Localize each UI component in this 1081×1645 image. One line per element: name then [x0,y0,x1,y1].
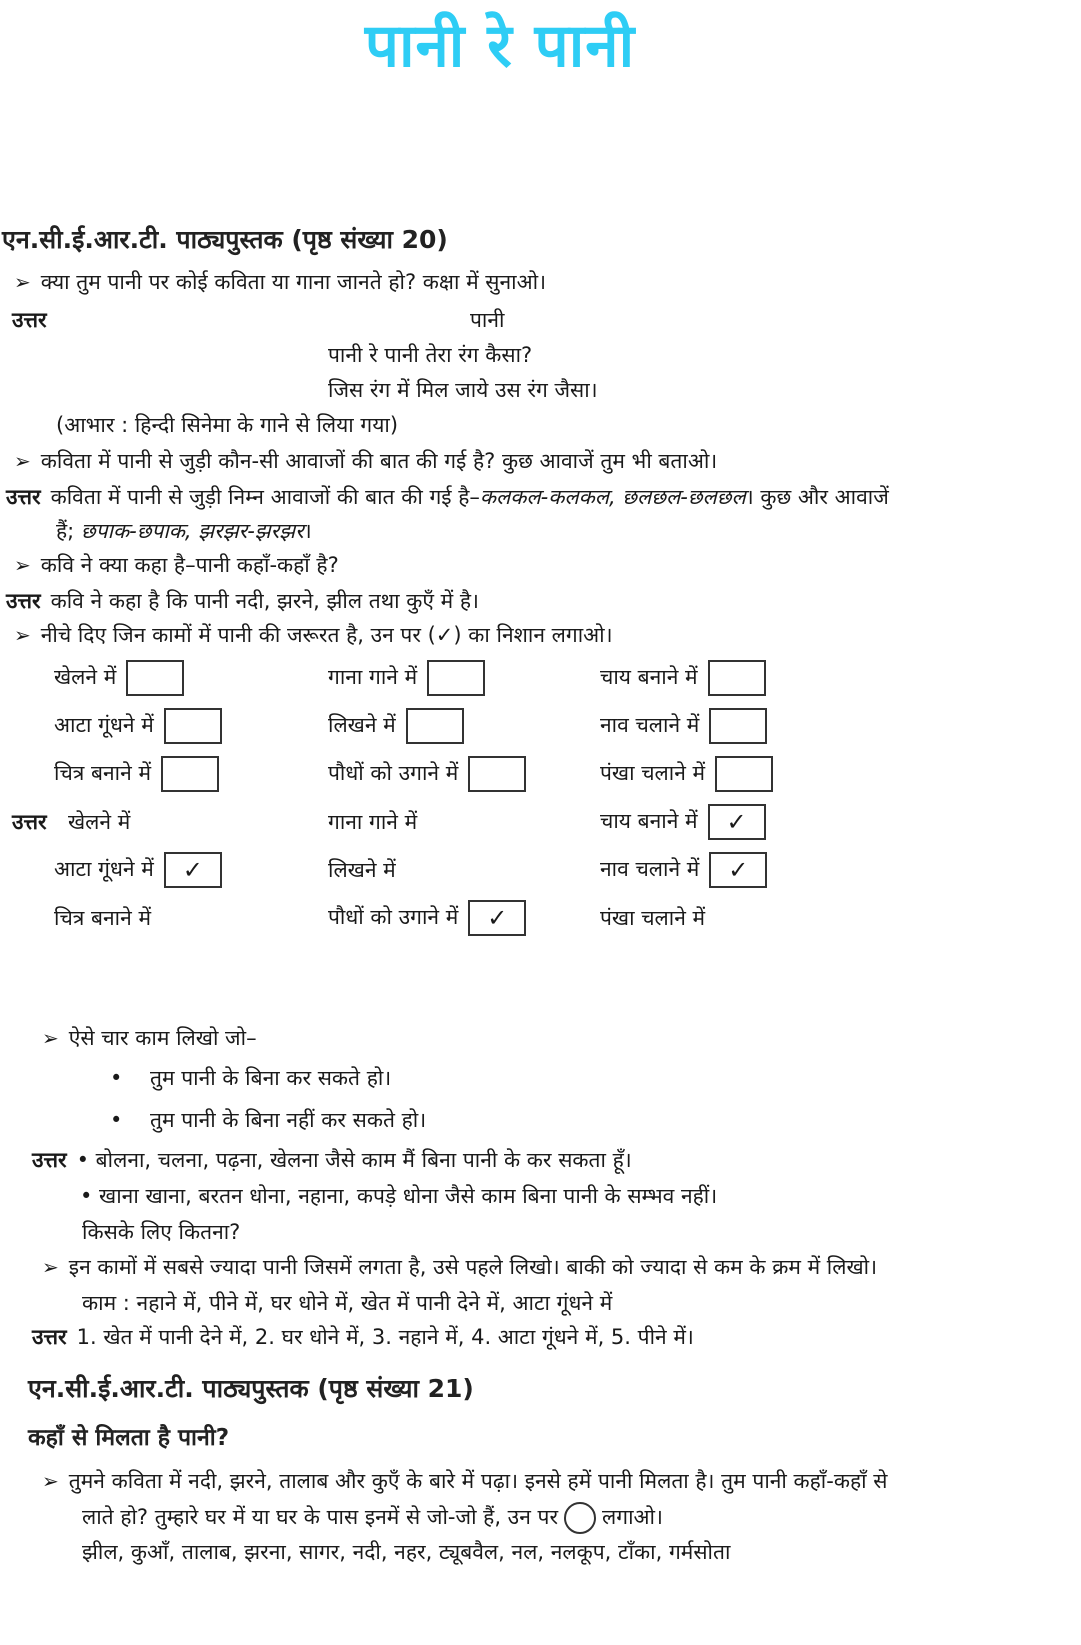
answer-text: हैं; [56,519,75,543]
checkbox[interactable] [161,756,219,792]
question-text: लगाओ। [602,1505,663,1529]
task-label: पंखा चलाने में [600,906,706,930]
answer-text: । [303,519,312,543]
task-item-tea [600,660,766,696]
question-text: कविता में पानी से जुड़ी कौन-सी आवाजों की बात की गई है? कुछ आवाजें तुम भी बताओ। [40,449,718,473]
poem-title: पानी [470,308,505,332]
checkbox[interactable] [709,708,767,744]
task-label: नाव चलाने में [600,713,700,737]
answer-item-fan [600,904,705,932]
answer-2-line-2 [56,517,312,545]
answer-label: उत्तर [12,308,47,332]
answer-5-line-2: • खाना खाना, बरतन धोना, नहाना, कपड़े धोना जैसे काम बिना पानी के सम्भव नहीं। [80,1184,718,1208]
task-list: काम : नहाने में, पीने में, घर धोने में, खेत में पानी देने में, आटा गूंधने में [82,1291,613,1315]
question-2 [14,447,717,475]
poem-credit: (आभार : हिन्दी सिनेमा के गाने से लिया गया) [56,413,399,437]
arrow-icon: ➢ [14,270,31,294]
arrow-icon: ➢ [42,1469,59,1493]
answer-text: 1. खेत में पानी देने में, 2. घर धोने में, 3. नहाने में, 4. आटा गूंधने में, 5. पीने में। [76,1325,694,1349]
task-label: पौधों को उगाने में [328,761,459,785]
question-text: कवि ने क्या कहा है–पानी कहाँ-कहाँ है? [40,553,339,577]
task-label: नाव चलाने में [600,857,700,881]
task-item-fan [600,756,773,792]
task-label: पौधों को उगाने में [328,905,459,929]
section-heading-page-20: एन.सी.ई.आर.टी. पाठ्यपुस्तक (पृष्ठ संख्या 20) [2,225,448,254]
checkbox-checked[interactable] [164,852,222,888]
arrow-icon: ➢ [14,553,31,577]
bullet-text: तुम पानी के बिना कर सकते हो। [150,1066,392,1090]
answer-sounds: कलकल-कलकल, छलछल-छलछल [479,485,746,509]
task-item-drawing [54,756,219,792]
arrow-icon: ➢ [42,1255,59,1279]
task-label: गाना गाने में [328,665,418,689]
question-7 [42,1467,887,1495]
answer-text: कविता में पानी से जुड़ी निम्न आवाजों की बात की गई है– [50,485,480,509]
answer-text: • बोलना, चलना, पढ़ना, खेलना जैसे काम मैं बिना पानी के कर सकता हूँ। [76,1148,632,1172]
answer-item-plants [328,900,526,936]
water-sources-list: झील, कुआँ, तालाब, झरना, सागर, नदी, नहर, ट्यूबवैल, नल, नलकूप, टाँका, गर्मसोता [82,1540,731,1564]
answer-item-playing [68,808,130,836]
check-icon: ✓ [487,904,508,932]
task-item-plants [328,756,526,792]
circle-icon [564,1502,596,1534]
answer-3 [6,587,479,615]
answer-6 [32,1323,694,1351]
question-text: नीचे दिए जिन कामों में पानी की जरूरत है, उन पर (✓) का निशान लगाओ। [40,623,613,647]
task-item-boat [600,708,767,744]
task-label: खेलने में [68,810,131,834]
answer-5-line-1 [32,1146,632,1174]
checkbox[interactable] [164,708,222,744]
answer-label: उत्तर [12,810,47,834]
question-text: क्या तुम पानी पर कोई कविता या गाना जानते हो? कक्षा में सुनाओ। [40,270,547,294]
task-label: पंखा चलाने में [600,761,706,785]
bullet-item-1 [110,1064,391,1092]
task-item-playing [54,660,184,696]
checkbox-checked[interactable] [709,852,767,888]
task-label: खेलने में [54,665,117,689]
check-icon: ✓ [728,856,749,884]
question-1 [14,268,546,296]
answer-more-sounds: छपाक-छपाक, झरझर-झरझर [80,519,304,543]
task-label: चाय बनाने में [600,809,698,833]
task-item-dough [54,708,222,744]
checkbox[interactable] [427,660,485,696]
arrow-icon: ➢ [42,1026,59,1050]
checkbox[interactable] [708,660,766,696]
task-label: आटा गूंधने में [54,713,154,737]
task-label: आटा गूंधने में [54,857,154,881]
task-item-writing [328,708,464,744]
answer-item-tea [600,804,766,840]
bullet-icon: • [110,1108,123,1132]
question-7-line-2 [82,1502,663,1534]
checkbox-checked[interactable] [468,900,526,936]
poem-line-2: जिस रंग में मिल जाये उस रंग जैसा। [328,378,598,402]
section-heading-page-21: एन.सी.ई.आर.टी. पाठ्यपुस्तक (पृष्ठ संख्या 21) [28,1374,474,1403]
checkbox[interactable] [406,708,464,744]
answer-text: कवि ने कहा है कि पानी नदी, झरने, झील तथा कुएँ में है। [50,589,480,613]
arrow-icon: ➢ [14,623,31,647]
task-item-singing [328,660,485,696]
answer-text: । कुछ और आवाजें [745,485,889,509]
checkbox[interactable] [126,660,184,696]
answer-label: उत्तर [32,1325,67,1349]
question-text: लाते हो? तुम्हारे घर में या घर के पास इनमें से जो-जो हैं, उन पर [82,1505,559,1529]
answer-item-singing [328,808,417,836]
answer-label: उत्तर [6,589,41,613]
answer-label: उत्तर [6,485,41,509]
checkbox[interactable] [715,756,773,792]
bullet-text: तुम पानी के बिना नहीं कर सकते हो। [150,1108,427,1132]
question-text: तुमने कविता में नदी, झरने, तालाब और कुएँ के बारे में पढ़ा। इनसे हमें पानी मिलता है। तुम पानी कहाँ-कहाँ से [68,1469,888,1493]
answer-item-boat [600,852,767,888]
question-3 [14,551,339,579]
task-label: गाना गाने में [328,810,418,834]
bullet-item-2 [110,1106,426,1134]
subheading-where-water: कहाँ से मिलता है पानी? [28,1425,230,1451]
task-label: चित्र बनाने में [54,761,152,785]
checkbox-checked[interactable] [708,804,766,840]
answer-label: उत्तर [32,1148,67,1172]
question-5 [42,1024,257,1052]
answer-item-dough [54,852,222,888]
poem-line-1: पानी रे पानी तेरा रंग कैसा? [328,343,533,367]
check-icon: ✓ [726,808,747,836]
task-label: चित्र बनाने में [54,906,152,930]
question-text: इन कामों में सबसे ज्यादा पानी जिसमें लगता है, उसे पहले लिखो। बाकी को ज्यादा से कम के क्रम में लिखो। [68,1255,878,1279]
arrow-icon: ➢ [14,449,31,473]
page-title: पानी रे पानी [364,11,636,81]
answer-2 [6,483,889,511]
checkbox[interactable] [468,756,526,792]
question-6 [42,1253,877,1281]
answer-item-writing [328,856,396,884]
question-text: ऐसे चार काम लिखो जो– [68,1026,257,1050]
task-label: चाय बनाने में [600,665,698,689]
question-4 [14,621,613,649]
check-icon: ✓ [182,856,203,884]
subheading-how-much: किसके लिए कितना? [82,1220,241,1244]
task-label: लिखने में [328,858,396,882]
task-label: लिखने में [328,713,396,737]
answer-item-drawing [54,904,151,932]
bullet-icon: • [110,1066,123,1090]
